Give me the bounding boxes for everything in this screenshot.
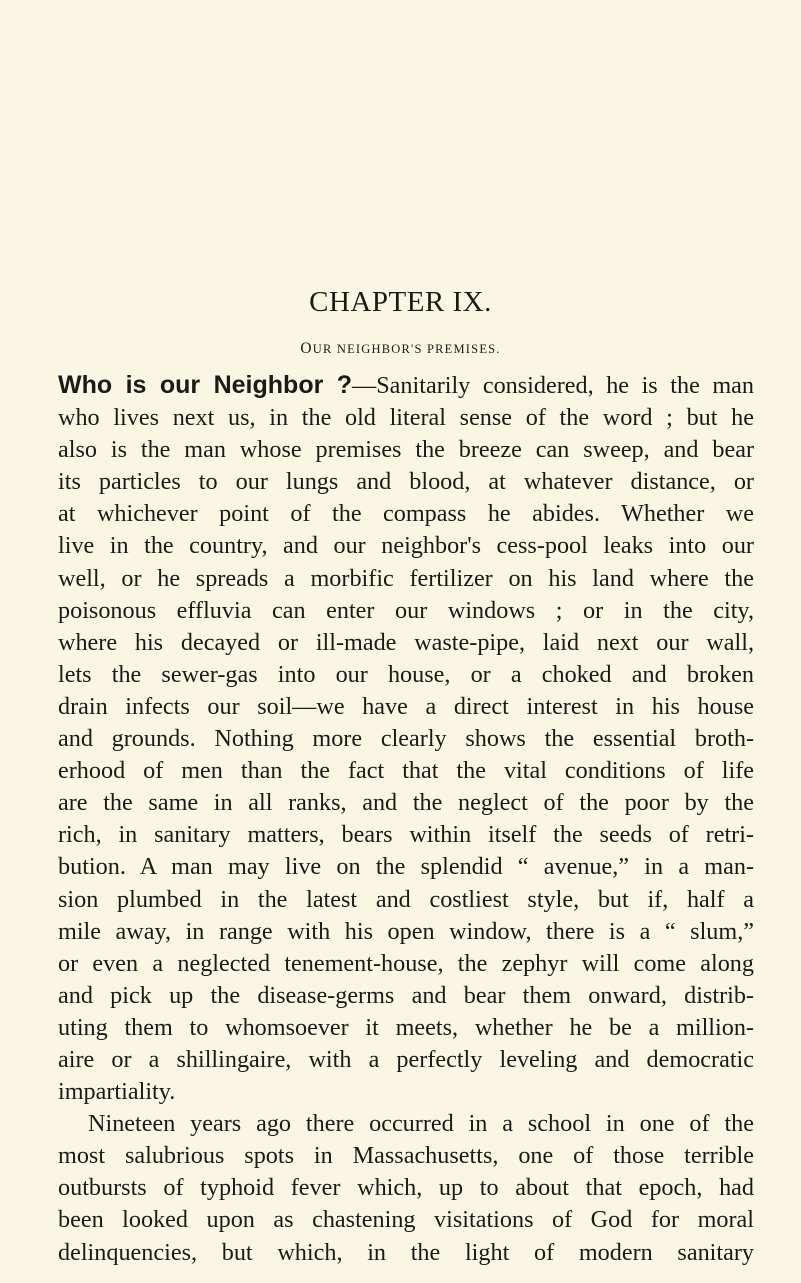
subheading-initial: O <box>300 340 313 357</box>
text-line: been looked upon as chastening visitations of God for moral <box>58 1206 754 1234</box>
text-line: rich, in sanitary matters, bears within itself the seeds of retri- <box>58 821 754 849</box>
text-line: where his decayed or ill-made waste-pipe, laid next our wall, <box>58 628 754 656</box>
text-line: and grounds. Nothing more clearly shows the essential broth- <box>58 725 754 753</box>
text-line: erhood of men than the fact that the vital conditions of life <box>58 757 754 785</box>
text-line: or even a neglected tenement-house, the zephyr will come along <box>58 949 754 977</box>
chapter-heading: CHAPTER IX. <box>309 286 492 318</box>
text-line: live in the country, and our neighbor's cess-pool leaks into our <box>58 532 754 560</box>
chapter-body <box>58 369 754 1269</box>
chapter-subheading <box>0 340 801 358</box>
text-line: outbursts of typhoid fever which, up to about that epoch, had <box>58 1174 754 1202</box>
text-line: aire or a shillingaire, with a perfectly leveling and democratic <box>58 1045 754 1073</box>
text-line: poisonous effluvia can enter our windows ; or in the city, <box>58 596 754 624</box>
text-line <box>58 369 754 402</box>
text-line: drain infects our soil—we have a direct interest in his house <box>58 692 754 720</box>
text-line: its particles to our lungs and blood, at whatever distance, or <box>58 468 754 496</box>
text-line-content: —Sanitarily considered, he is the man <box>352 372 754 399</box>
text-line: lets the sewer-gas into our house, or a choked and broken <box>58 660 754 688</box>
text-line: sion plumbed in the latest and costliest style, but if, half a <box>58 885 754 913</box>
text-line: who lives next us, in the old literal sense of the word ; but he <box>58 404 754 432</box>
text-line: uting them to whomsoever it meets, whether he be a million- <box>58 1013 754 1041</box>
subheading-rest: UR NEIGHBOR'S PREMISES. <box>312 342 501 356</box>
text-line: bution. A man may live on the splendid “ avenue,” in a man- <box>58 853 754 881</box>
text-line: impartiality. <box>58 1078 176 1106</box>
text-line: delinquencies, but which, in the light of modern sanitary <box>58 1238 754 1266</box>
lead-in: Who is our Neighbor ? <box>58 371 353 399</box>
text-line: mile away, in range with his open window, there is a “ slum,” <box>58 917 754 945</box>
text-line: at whichever point of the compass he abides. Whether we <box>58 500 754 528</box>
text-line: Nineteen years ago there occurred in a school in one of the <box>88 1110 754 1138</box>
text-line: most salubrious spots in Massachusetts, one of those terrible <box>58 1142 754 1170</box>
text-line: and pick up the disease-germs and bear them onward, distrib- <box>58 981 754 1009</box>
text-line: also is the man whose premises the breeze can sweep, and bear <box>58 436 754 464</box>
text-line: well, or he spreads a morbific fertilizer on his land where the <box>58 564 754 592</box>
text-line: are the same in all ranks, and the neglect of the poor by the <box>58 789 754 817</box>
